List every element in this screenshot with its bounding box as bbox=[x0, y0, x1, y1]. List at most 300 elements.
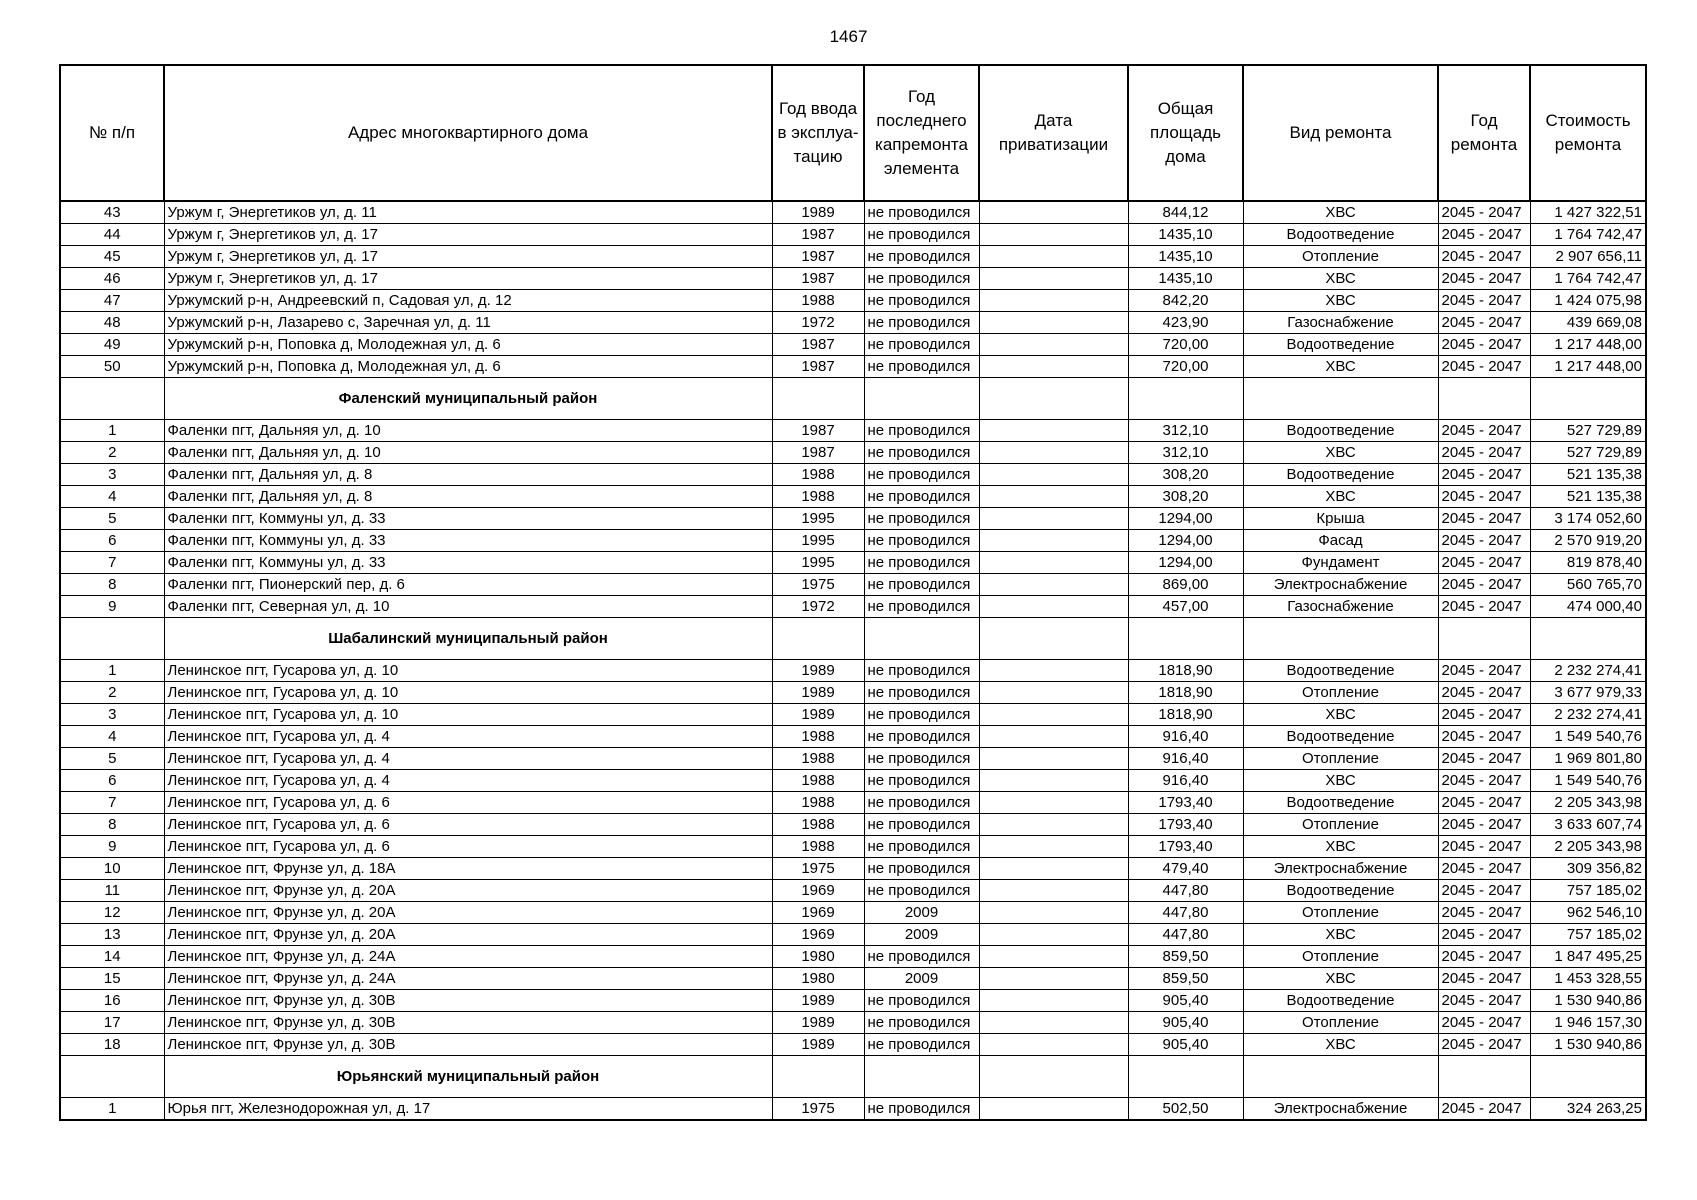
cell-privatization-date bbox=[979, 1012, 1128, 1034]
cell-privatization-date bbox=[979, 770, 1128, 792]
cell-year-in: 1989 bbox=[772, 201, 864, 224]
table-row bbox=[60, 704, 1646, 726]
section-empty-cell bbox=[979, 378, 1128, 420]
cell-repair-type: Электроснабжение bbox=[1243, 1098, 1438, 1121]
cell-year-in: 1995 bbox=[772, 552, 864, 574]
cell-cost: 1 453 328,55 bbox=[1530, 968, 1646, 990]
cell-year-in: 1988 bbox=[772, 486, 864, 508]
cell-address: Ленинское пгт, Фрунзе ул, д. 20А bbox=[164, 924, 772, 946]
cell-cost: 324 263,25 bbox=[1530, 1098, 1646, 1121]
table-row bbox=[60, 442, 1646, 464]
cell-num: 49 bbox=[60, 334, 164, 356]
cell-repair-type: ХВС bbox=[1243, 924, 1438, 946]
cell-last-repair: не проводился bbox=[864, 530, 979, 552]
cell-last-repair: не проводился bbox=[864, 770, 979, 792]
header-last-repair: Год последнего капремонта элемента bbox=[864, 65, 979, 201]
cell-last-repair: не проводился bbox=[864, 246, 979, 268]
cell-repair-year: 2045 - 2047 bbox=[1438, 858, 1530, 880]
cell-repair-year: 2045 - 2047 bbox=[1438, 1098, 1530, 1121]
cell-last-repair: не проводился bbox=[864, 464, 979, 486]
section-empty-cell bbox=[864, 618, 979, 660]
cell-address: Ленинское пгт, Гусарова ул, д. 10 bbox=[164, 660, 772, 682]
section-empty-cell bbox=[864, 1056, 979, 1098]
section-row bbox=[60, 1056, 1646, 1098]
cell-num: 4 bbox=[60, 486, 164, 508]
cell-year-in: 1989 bbox=[772, 990, 864, 1012]
cell-repair-year: 2045 - 2047 bbox=[1438, 356, 1530, 378]
cell-year-in: 1972 bbox=[772, 312, 864, 334]
cell-privatization-date bbox=[979, 486, 1128, 508]
cell-repair-type: Водоотведение bbox=[1243, 420, 1438, 442]
cell-repair-year: 2045 - 2047 bbox=[1438, 530, 1530, 552]
cell-cost: 1 530 940,86 bbox=[1530, 1034, 1646, 1056]
cell-address: Уржумский р-н, Андреевский п, Садовая ул, д. 12 bbox=[164, 290, 772, 312]
section-empty-cell bbox=[979, 618, 1128, 660]
cell-num: 16 bbox=[60, 990, 164, 1012]
cell-last-repair: не проводился bbox=[864, 880, 979, 902]
cell-address: Ленинское пгт, Фрунзе ул, д. 24А bbox=[164, 968, 772, 990]
cell-address: Ленинское пгт, Фрунзе ул, д. 24А bbox=[164, 946, 772, 968]
cell-address: Ленинское пгт, Фрунзе ул, д. 30В bbox=[164, 1034, 772, 1056]
cell-area: 447,80 bbox=[1128, 880, 1243, 902]
section-empty-cell bbox=[864, 378, 979, 420]
cell-privatization-date bbox=[979, 858, 1128, 880]
cell-privatization-date bbox=[979, 530, 1128, 552]
cell-privatization-date bbox=[979, 574, 1128, 596]
cell-year-in: 1989 bbox=[772, 1012, 864, 1034]
cell-repair-type: Водоотведение bbox=[1243, 464, 1438, 486]
table-row bbox=[60, 968, 1646, 990]
cell-cost: 962 546,10 bbox=[1530, 902, 1646, 924]
header-num: № п/п bbox=[60, 65, 164, 201]
cell-repair-type: Отопление bbox=[1243, 748, 1438, 770]
cell-year-in: 1995 bbox=[772, 508, 864, 530]
cell-cost: 3 174 052,60 bbox=[1530, 508, 1646, 530]
cell-address: Фаленки пгт, Коммуны ул, д. 33 bbox=[164, 530, 772, 552]
cell-year-in: 1988 bbox=[772, 748, 864, 770]
table-row bbox=[60, 880, 1646, 902]
cell-area: 1435,10 bbox=[1128, 224, 1243, 246]
cell-cost: 1 217 448,00 bbox=[1530, 356, 1646, 378]
cell-privatization-date bbox=[979, 290, 1128, 312]
header-privatization-date: Дата приватизации bbox=[979, 65, 1128, 201]
repair-table bbox=[59, 64, 1647, 1121]
cell-privatization-date bbox=[979, 968, 1128, 990]
table-row bbox=[60, 682, 1646, 704]
section-row bbox=[60, 618, 1646, 660]
cell-area: 479,40 bbox=[1128, 858, 1243, 880]
cell-address: Фаленки пгт, Коммуны ул, д. 33 bbox=[164, 508, 772, 530]
cell-num: 46 bbox=[60, 268, 164, 290]
cell-address: Ленинское пгт, Гусарова ул, д. 10 bbox=[164, 682, 772, 704]
cell-num: 50 bbox=[60, 356, 164, 378]
cell-privatization-date bbox=[979, 880, 1128, 902]
table-row bbox=[60, 902, 1646, 924]
cell-year-in: 1987 bbox=[772, 268, 864, 290]
cell-repair-year: 2045 - 2047 bbox=[1438, 486, 1530, 508]
cell-area: 905,40 bbox=[1128, 1034, 1243, 1056]
section-empty-cell bbox=[979, 1056, 1128, 1098]
cell-num: 4 bbox=[60, 726, 164, 748]
cell-area: 905,40 bbox=[1128, 990, 1243, 1012]
cell-num: 11 bbox=[60, 880, 164, 902]
cell-repair-year: 2045 - 2047 bbox=[1438, 924, 1530, 946]
cell-last-repair: не проводился bbox=[864, 836, 979, 858]
cell-area: 869,00 bbox=[1128, 574, 1243, 596]
cell-repair-year: 2045 - 2047 bbox=[1438, 1012, 1530, 1034]
cell-repair-type: ХВС bbox=[1243, 1034, 1438, 1056]
cell-address: Ленинское пгт, Фрунзе ул, д. 30В bbox=[164, 990, 772, 1012]
cell-last-repair: 2009 bbox=[864, 902, 979, 924]
cell-cost: 439 669,08 bbox=[1530, 312, 1646, 334]
cell-repair-year: 2045 - 2047 bbox=[1438, 682, 1530, 704]
cell-address: Ленинское пгт, Гусарова ул, д. 4 bbox=[164, 748, 772, 770]
cell-repair-type: ХВС bbox=[1243, 201, 1438, 224]
cell-repair-type: Отопление bbox=[1243, 246, 1438, 268]
cell-last-repair: не проводился bbox=[864, 726, 979, 748]
cell-repair-year: 2045 - 2047 bbox=[1438, 946, 1530, 968]
cell-num: 9 bbox=[60, 836, 164, 858]
cell-repair-year: 2045 - 2047 bbox=[1438, 814, 1530, 836]
cell-area: 1435,10 bbox=[1128, 246, 1243, 268]
cell-cost: 1 530 940,86 bbox=[1530, 990, 1646, 1012]
cell-address: Уржум г, Энергетиков ул, д. 17 bbox=[164, 224, 772, 246]
cell-area: 308,20 bbox=[1128, 464, 1243, 486]
cell-repair-year: 2045 - 2047 bbox=[1438, 268, 1530, 290]
cell-repair-year: 2045 - 2047 bbox=[1438, 968, 1530, 990]
cell-num: 7 bbox=[60, 552, 164, 574]
cell-repair-type: ХВС bbox=[1243, 968, 1438, 990]
cell-cost: 1 217 448,00 bbox=[1530, 334, 1646, 356]
section-empty-cell bbox=[60, 618, 164, 660]
cell-repair-type: ХВС bbox=[1243, 486, 1438, 508]
cell-year-in: 1988 bbox=[772, 770, 864, 792]
cell-year-in: 1980 bbox=[772, 946, 864, 968]
cell-repair-year: 2045 - 2047 bbox=[1438, 224, 1530, 246]
cell-area: 457,00 bbox=[1128, 596, 1243, 618]
cell-area: 1818,90 bbox=[1128, 704, 1243, 726]
cell-last-repair: не проводился bbox=[864, 1034, 979, 1056]
cell-cost: 1 427 322,51 bbox=[1530, 201, 1646, 224]
cell-cost: 521 135,38 bbox=[1530, 486, 1646, 508]
cell-last-repair: не проводился bbox=[864, 508, 979, 530]
cell-privatization-date bbox=[979, 726, 1128, 748]
cell-repair-type: ХВС bbox=[1243, 770, 1438, 792]
cell-num: 17 bbox=[60, 1012, 164, 1034]
cell-area: 1294,00 bbox=[1128, 508, 1243, 530]
cell-repair-year: 2045 - 2047 bbox=[1438, 902, 1530, 924]
page-number: 1467 bbox=[829, 27, 868, 46]
cell-last-repair: не проводился bbox=[864, 946, 979, 968]
header-repair-type: Вид ремонта bbox=[1243, 65, 1438, 201]
cell-area: 844,12 bbox=[1128, 201, 1243, 224]
cell-num: 14 bbox=[60, 946, 164, 968]
cell-privatization-date bbox=[979, 1034, 1128, 1056]
cell-repair-type: ХВС bbox=[1243, 836, 1438, 858]
cell-last-repair: не проводился bbox=[864, 704, 979, 726]
cell-repair-type: Водоотведение bbox=[1243, 792, 1438, 814]
section-empty-cell bbox=[1128, 378, 1243, 420]
cell-address: Уржум г, Энергетиков ул, д. 11 bbox=[164, 201, 772, 224]
cell-repair-type: Водоотведение bbox=[1243, 660, 1438, 682]
header-area: Общая площадь дома bbox=[1128, 65, 1243, 201]
cell-num: 10 bbox=[60, 858, 164, 880]
cell-area: 1793,40 bbox=[1128, 836, 1243, 858]
cell-last-repair: не проводился bbox=[864, 792, 979, 814]
cell-repair-year: 2045 - 2047 bbox=[1438, 334, 1530, 356]
section-empty-cell bbox=[1530, 378, 1646, 420]
cell-last-repair: не проводился bbox=[864, 486, 979, 508]
cell-num: 8 bbox=[60, 814, 164, 836]
section-empty-cell bbox=[1530, 1056, 1646, 1098]
table-row bbox=[60, 814, 1646, 836]
cell-last-repair: не проводился bbox=[864, 1012, 979, 1034]
section-title: Шабалинский муниципальный район bbox=[164, 618, 772, 660]
cell-repair-year: 2045 - 2047 bbox=[1438, 704, 1530, 726]
cell-cost: 474 000,40 bbox=[1530, 596, 1646, 618]
cell-year-in: 1987 bbox=[772, 442, 864, 464]
cell-last-repair: не проводился bbox=[864, 1098, 979, 1121]
cell-num: 13 bbox=[60, 924, 164, 946]
cell-area: 1793,40 bbox=[1128, 792, 1243, 814]
cell-repair-year: 2045 - 2047 bbox=[1438, 420, 1530, 442]
cell-last-repair: не проводился bbox=[864, 334, 979, 356]
cell-address: Ленинское пгт, Фрунзе ул, д. 18А bbox=[164, 858, 772, 880]
cell-repair-year: 2045 - 2047 bbox=[1438, 508, 1530, 530]
cell-year-in: 1988 bbox=[772, 464, 864, 486]
cell-year-in: 1969 bbox=[772, 902, 864, 924]
section-empty-cell bbox=[772, 378, 864, 420]
cell-cost: 2 570 919,20 bbox=[1530, 530, 1646, 552]
cell-year-in: 1988 bbox=[772, 792, 864, 814]
table-row bbox=[60, 246, 1646, 268]
cell-area: 1793,40 bbox=[1128, 814, 1243, 836]
cell-area: 1818,90 bbox=[1128, 682, 1243, 704]
cell-repair-type: ХВС bbox=[1243, 704, 1438, 726]
cell-repair-type: Электроснабжение bbox=[1243, 858, 1438, 880]
cell-area: 1435,10 bbox=[1128, 268, 1243, 290]
section-empty-cell bbox=[60, 378, 164, 420]
cell-year-in: 1987 bbox=[772, 356, 864, 378]
cell-cost: 757 185,02 bbox=[1530, 924, 1646, 946]
table-row bbox=[60, 596, 1646, 618]
cell-privatization-date bbox=[979, 596, 1128, 618]
cell-num: 1 bbox=[60, 1098, 164, 1121]
table-row bbox=[60, 290, 1646, 312]
cell-privatization-date bbox=[979, 442, 1128, 464]
cell-last-repair: не проводился bbox=[864, 442, 979, 464]
cell-repair-type: Фасад bbox=[1243, 530, 1438, 552]
section-empty-cell bbox=[1243, 1056, 1438, 1098]
cell-privatization-date bbox=[979, 312, 1128, 334]
table-row bbox=[60, 946, 1646, 968]
cell-area: 905,40 bbox=[1128, 1012, 1243, 1034]
cell-last-repair: не проводился bbox=[864, 990, 979, 1012]
cell-repair-year: 2045 - 2047 bbox=[1438, 552, 1530, 574]
section-empty-cell bbox=[1128, 1056, 1243, 1098]
cell-num: 9 bbox=[60, 596, 164, 618]
cell-num: 43 bbox=[60, 201, 164, 224]
table-row bbox=[60, 726, 1646, 748]
cell-privatization-date bbox=[979, 946, 1128, 968]
cell-cost: 1 549 540,76 bbox=[1530, 726, 1646, 748]
cell-cost: 1 847 495,25 bbox=[1530, 946, 1646, 968]
cell-num: 8 bbox=[60, 574, 164, 596]
cell-cost: 527 729,89 bbox=[1530, 420, 1646, 442]
cell-privatization-date bbox=[979, 836, 1128, 858]
cell-repair-type: ХВС bbox=[1243, 356, 1438, 378]
cell-year-in: 1988 bbox=[772, 290, 864, 312]
cell-address: Уржум г, Энергетиков ул, д. 17 bbox=[164, 246, 772, 268]
cell-address: Ленинское пгт, Гусарова ул, д. 6 bbox=[164, 814, 772, 836]
cell-year-in: 1995 bbox=[772, 530, 864, 552]
table-row bbox=[60, 356, 1646, 378]
cell-year-in: 1987 bbox=[772, 224, 864, 246]
cell-year-in: 1988 bbox=[772, 814, 864, 836]
cell-year-in: 1989 bbox=[772, 704, 864, 726]
cell-repair-type: Крыша bbox=[1243, 508, 1438, 530]
cell-repair-type: Отопление bbox=[1243, 1012, 1438, 1034]
table-row bbox=[60, 858, 1646, 880]
cell-area: 859,50 bbox=[1128, 946, 1243, 968]
cell-year-in: 1989 bbox=[772, 1034, 864, 1056]
cell-address: Ленинское пгт, Фрунзе ул, д. 30В bbox=[164, 1012, 772, 1034]
section-title: Фаленский муниципальный район bbox=[164, 378, 772, 420]
cell-repair-year: 2045 - 2047 bbox=[1438, 201, 1530, 224]
cell-cost: 757 185,02 bbox=[1530, 880, 1646, 902]
cell-privatization-date bbox=[979, 464, 1128, 486]
cell-year-in: 1987 bbox=[772, 420, 864, 442]
cell-area: 447,80 bbox=[1128, 902, 1243, 924]
cell-year-in: 1988 bbox=[772, 726, 864, 748]
cell-last-repair: не проводился bbox=[864, 224, 979, 246]
cell-repair-year: 2045 - 2047 bbox=[1438, 574, 1530, 596]
cell-privatization-date bbox=[979, 1098, 1128, 1121]
table-row bbox=[60, 420, 1646, 442]
cell-cost: 1 764 742,47 bbox=[1530, 268, 1646, 290]
cell-last-repair: не проводился bbox=[864, 356, 979, 378]
cell-num: 7 bbox=[60, 792, 164, 814]
cell-repair-type: Водоотведение bbox=[1243, 334, 1438, 356]
cell-num: 44 bbox=[60, 224, 164, 246]
section-empty-cell bbox=[1128, 618, 1243, 660]
cell-year-in: 1988 bbox=[772, 836, 864, 858]
cell-year-in: 1969 bbox=[772, 924, 864, 946]
section-title: Юрьянский муниципальный район bbox=[164, 1056, 772, 1098]
cell-num: 5 bbox=[60, 508, 164, 530]
table-row bbox=[60, 1098, 1646, 1121]
cell-repair-year: 2045 - 2047 bbox=[1438, 1034, 1530, 1056]
cell-cost: 521 135,38 bbox=[1530, 464, 1646, 486]
table-row bbox=[60, 990, 1646, 1012]
table-row bbox=[60, 660, 1646, 682]
cell-last-repair: не проводился bbox=[864, 552, 979, 574]
header-address: Адрес многоквартирного дома bbox=[164, 65, 772, 201]
cell-year-in: 1989 bbox=[772, 682, 864, 704]
cell-area: 502,50 bbox=[1128, 1098, 1243, 1121]
cell-repair-type: Отопление bbox=[1243, 682, 1438, 704]
cell-repair-year: 2045 - 2047 bbox=[1438, 660, 1530, 682]
cell-privatization-date bbox=[979, 508, 1128, 530]
cell-num: 2 bbox=[60, 682, 164, 704]
section-empty-cell bbox=[1243, 618, 1438, 660]
cell-cost: 3 633 607,74 bbox=[1530, 814, 1646, 836]
cell-privatization-date bbox=[979, 748, 1128, 770]
cell-cost: 1 549 540,76 bbox=[1530, 770, 1646, 792]
table-body bbox=[60, 201, 1646, 1120]
cell-last-repair: не проводился bbox=[864, 748, 979, 770]
cell-address: Уржумский р-н, Поповка д, Молодежная ул, д. 6 bbox=[164, 334, 772, 356]
cell-area: 447,80 bbox=[1128, 924, 1243, 946]
cell-address: Ленинское пгт, Фрунзе ул, д. 20А bbox=[164, 880, 772, 902]
cell-repair-type: Электроснабжение bbox=[1243, 574, 1438, 596]
cell-address: Фаленки пгт, Дальняя ул, д. 10 bbox=[164, 420, 772, 442]
cell-num: 12 bbox=[60, 902, 164, 924]
cell-repair-year: 2045 - 2047 bbox=[1438, 464, 1530, 486]
cell-address: Ленинское пгт, Гусарова ул, д. 6 bbox=[164, 792, 772, 814]
cell-repair-year: 2045 - 2047 bbox=[1438, 312, 1530, 334]
cell-last-repair: не проводился bbox=[864, 290, 979, 312]
cell-cost: 2 205 343,98 bbox=[1530, 792, 1646, 814]
cell-address: Уржум г, Энергетиков ул, д. 17 bbox=[164, 268, 772, 290]
section-empty-cell bbox=[60, 1056, 164, 1098]
cell-cost: 309 356,82 bbox=[1530, 858, 1646, 880]
cell-cost: 527 729,89 bbox=[1530, 442, 1646, 464]
cell-address: Уржумский р-н, Лазарево с, Заречная ул, д. 11 bbox=[164, 312, 772, 334]
cell-last-repair: не проводился bbox=[864, 268, 979, 290]
cell-repair-year: 2045 - 2047 bbox=[1438, 836, 1530, 858]
cell-privatization-date bbox=[979, 552, 1128, 574]
table-row bbox=[60, 770, 1646, 792]
table-row bbox=[60, 312, 1646, 334]
cell-year-in: 1987 bbox=[772, 246, 864, 268]
cell-area: 916,40 bbox=[1128, 726, 1243, 748]
cell-area: 916,40 bbox=[1128, 770, 1243, 792]
cell-privatization-date bbox=[979, 704, 1128, 726]
table-row bbox=[60, 268, 1646, 290]
cell-privatization-date bbox=[979, 356, 1128, 378]
cell-last-repair: не проводился bbox=[864, 201, 979, 224]
cell-last-repair: не проводился bbox=[864, 596, 979, 618]
table-row bbox=[60, 574, 1646, 596]
cell-repair-year: 2045 - 2047 bbox=[1438, 770, 1530, 792]
cell-privatization-date bbox=[979, 682, 1128, 704]
cell-area: 720,00 bbox=[1128, 356, 1243, 378]
cell-num: 18 bbox=[60, 1034, 164, 1056]
cell-repair-year: 2045 - 2047 bbox=[1438, 290, 1530, 312]
cell-repair-year: 2045 - 2047 bbox=[1438, 726, 1530, 748]
cell-year-in: 1989 bbox=[772, 660, 864, 682]
cell-area: 308,20 bbox=[1128, 486, 1243, 508]
table-row bbox=[60, 224, 1646, 246]
cell-year-in: 1969 bbox=[772, 880, 864, 902]
cell-area: 916,40 bbox=[1128, 748, 1243, 770]
cell-area: 842,20 bbox=[1128, 290, 1243, 312]
cell-address: Фаленки пгт, Дальняя ул, д. 10 bbox=[164, 442, 772, 464]
cell-address: Фаленки пгт, Коммуны ул, д. 33 bbox=[164, 552, 772, 574]
cell-privatization-date bbox=[979, 420, 1128, 442]
cell-address: Фаленки пгт, Дальняя ул, д. 8 bbox=[164, 486, 772, 508]
cell-num: 6 bbox=[60, 530, 164, 552]
cell-cost: 2 205 343,98 bbox=[1530, 836, 1646, 858]
cell-repair-type: Водоотведение bbox=[1243, 880, 1438, 902]
cell-num: 48 bbox=[60, 312, 164, 334]
table-row bbox=[60, 552, 1646, 574]
cell-area: 423,90 bbox=[1128, 312, 1243, 334]
cell-last-repair: не проводился bbox=[864, 312, 979, 334]
table-row bbox=[60, 1034, 1646, 1056]
cell-area: 859,50 bbox=[1128, 968, 1243, 990]
